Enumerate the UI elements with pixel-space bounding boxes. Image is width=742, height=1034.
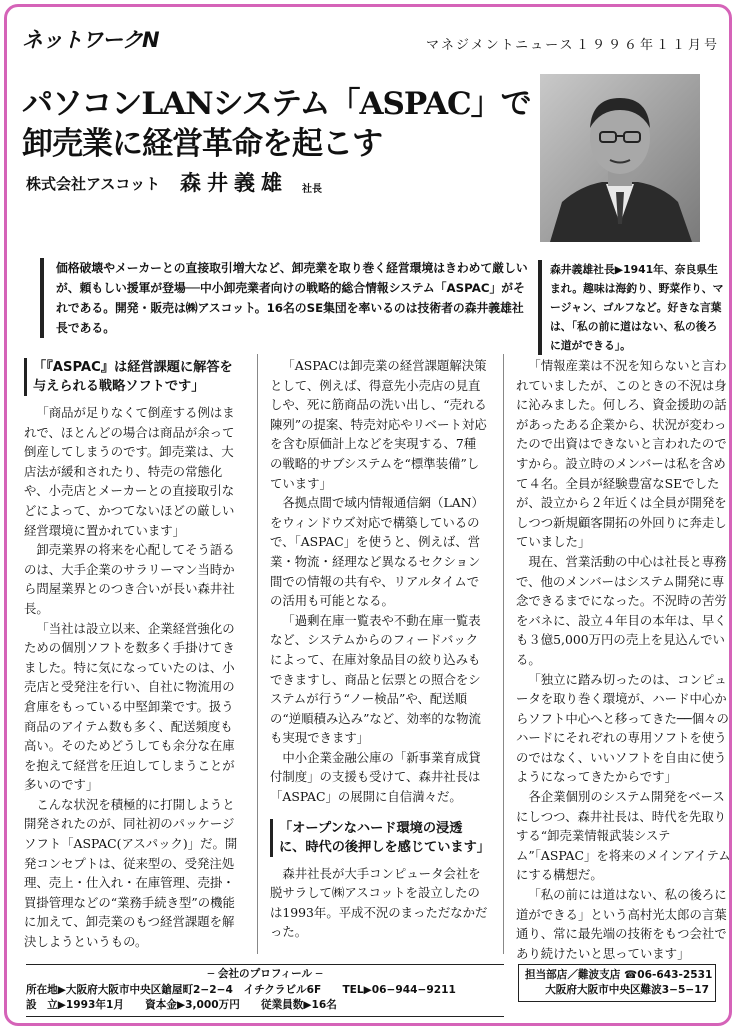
interviewee-title: 社長 (302, 184, 322, 195)
profile-address: 所在地▶大阪府大阪市中央区鎗屋町2−2−4 イチクラビル6F TEL▶06−944−9211 (26, 983, 456, 996)
body-paragraph: 「商品が足りなくて倒産する例はまれで、ほとんどの場合は商品が余って倒産してしまうのです。卸売業は、大店法が緩和されたり、特売の常態化や、小売店とメーカーとの直接取引などによって、かつてないほどの厳しい経営環境に置かれています」 (24, 405, 235, 538)
body-paragraph: 各企業個別のシステム開発をベースにしつつ、森井社長は、時代を先取りする“卸売業情報武装システム”「ASPAC」を将来のメインアイテムにする構想だ。 (516, 789, 731, 883)
column-divider (257, 354, 258, 954)
body-paragraph: 各拠点間で域内情報通信網（LAN）をウィンドウズ対応で構築しているので、「ASPAC」を使うと、例えば、営業・物流・経理など異なるセクション間での情報の共有や、リアルタイムでの活用も可能となる。 (270, 495, 484, 609)
body-paragraph: 「ASPACは卸売業の経営課題解決策として、例えば、得意先小売店の見直しや、死に筋商品の洗い出し、“売れる陳列”の提案、特売対応やリベート対応を含む原価計上などを実現する、7種の戦略的サブシステムを“標準装備”しています」 (270, 358, 487, 491)
lead-paragraph: 価格破壊やメーカーとの直接取引増大など、卸売業を取り巻く経営環境はきわめて厳しいが、頼もしい援軍が登場──中小卸売業者向けの戦略的総合情報システム「ASPAC」がそれである。開発・販売は㈱アスコット。16名のSE集団を率いるのは技術者の森井義雄社長である。 (40, 258, 534, 338)
body-paragraph: 中小企業金融公庫の「新事業育成貸付制度」の支援も受けて、森井社長は「ASPAC」の展開に自信満々だ。 (270, 749, 481, 805)
body-paragraph: 森井社長が大手コンピュータ会社を脱サラして㈱アスコットを設立したのは1993年。平成不況のまっただなかだった。 (270, 865, 488, 940)
publication-name: マネジメントニュース (426, 38, 575, 53)
branch-address: 大阪府大阪市中央区難波3−5−17 (545, 984, 709, 996)
headline-line1: パソコンLANシステム「ASPAC」で (22, 86, 531, 122)
section-heading: 「オープンなハード環境の浸透に、時代の後押しを感じています」 (270, 819, 488, 857)
body-paragraph: こんな状況を積極的に打開しようと開発されたのが、同社初のパッケージソフト「ASPAC(アスパック)」だ。開発コンセプトは、従来型の、受発注処理、売上・仕入れ・在庫管理、売掛・買掛管理などの“業務手続き型”の機能に加えて、卸売業のもつ経営課題を解決しようというもの。 (24, 796, 238, 950)
portrait-image (540, 74, 700, 242)
branch-info (518, 964, 716, 1002)
photo-caption: 森井義雄社長▶1941年、奈良県生まれ。趣味は海釣り、野菜作り、マージャン、ゴルフなど。好きな言葉は、「私の前に道はない、私の後ろに道ができる」。 (538, 260, 728, 355)
article-column-3 (516, 356, 734, 963)
body-paragraph: 「情報産業は不況を知らないと言われていましたが、このときの不況は身に沁みました。何しろ、資金援助の話があったある企業から、状況が変わったので出資はできないと言われたのですから。設立時のメンバーは私を含めて４名。全員が経験豊富なSEでしたが、設立から２年近くは全員が開発をしつつ新規顧客開拓の外回りに奔走していました」 (516, 358, 727, 550)
article-column-2 (270, 356, 488, 942)
body-paragraph: 「当社は設立以来、企業経営強化のための個別ソフトを数多く手掛けてきました。特に気になっていたのは、小売店と受発注を行い、自社に物流用の倉庫をもっている中堅卸業です。扱う商品のアイテム数も多く、配送頻度も高い。そのためどうしても余分な在庫を抱えて経営を圧迫してしまうことが多いのです」 (24, 620, 235, 793)
newsletter-logo: ネットワークN (22, 28, 159, 52)
interviewee-name: 森井義雄 (180, 170, 288, 195)
section-heading: 「『ASPAC』は経営課題に解答を与えられる戦略ソフトです」 (24, 358, 242, 396)
body-paragraph: 「私の前には道はない、私の後ろに道ができる」という高村光太郎の言葉通り、常に最先端の技術をもつ会社であり続けたいと思っています」 (516, 887, 727, 961)
issue-date: １９９６年１１月号 (576, 38, 721, 53)
company-profile (26, 964, 504, 1017)
profile-details: 設 立▶1993年1月 資本金▶3,000万円 従業員数▶16名 (26, 999, 337, 1011)
body-paragraph: 「独立に踏み切ったのは、コンピュータを取り巻く環境が、ハード中心からソフト中心へと移ってきた──個々のハードにそれぞれの専用ソフトを使うのではなく、いいソフトを自由に使うようになってきたからです」 (516, 671, 729, 785)
portrait-photo (540, 74, 700, 242)
headline-line2: 卸売業に経営革命を起こす (22, 126, 382, 162)
article-column-1 (24, 356, 242, 952)
column-divider (503, 354, 504, 954)
article-page (22, 20, 731, 1016)
profile-heading: ─ 会社のプロフィール ─ (207, 968, 323, 980)
body-paragraph: 「過剰在庫一覧表や不動在庫一覧表など、システムからのフィードバックによって、在庫対象品目の絞り込みもできますし、商品と伝票との照合をシステムが行う“ノー検品”や、配送順の“逆順積み込み”など、効率的な物流も実現できます」 (270, 612, 481, 746)
branch-phone: ☎06-643-2531 (624, 969, 713, 981)
body-paragraph: 卸売業界の将来を心配してそう語るのは、大手企業のサラリーマン当時から問屋業界とのつき合いが長い森井社長。 (24, 542, 235, 616)
branch-label: 担当部店／難波支店 (525, 969, 621, 981)
body-paragraph: 現在、営業活動の中心は社長と専務で、他のメンバーはシステム開発に専念できるまでになった。不況時の苦労をバネに、設立４年目の本年は、早くも３億5,000万円の売上を見込んでいる。 (516, 553, 727, 667)
company-name: 株式会社アスコット (26, 175, 161, 193)
